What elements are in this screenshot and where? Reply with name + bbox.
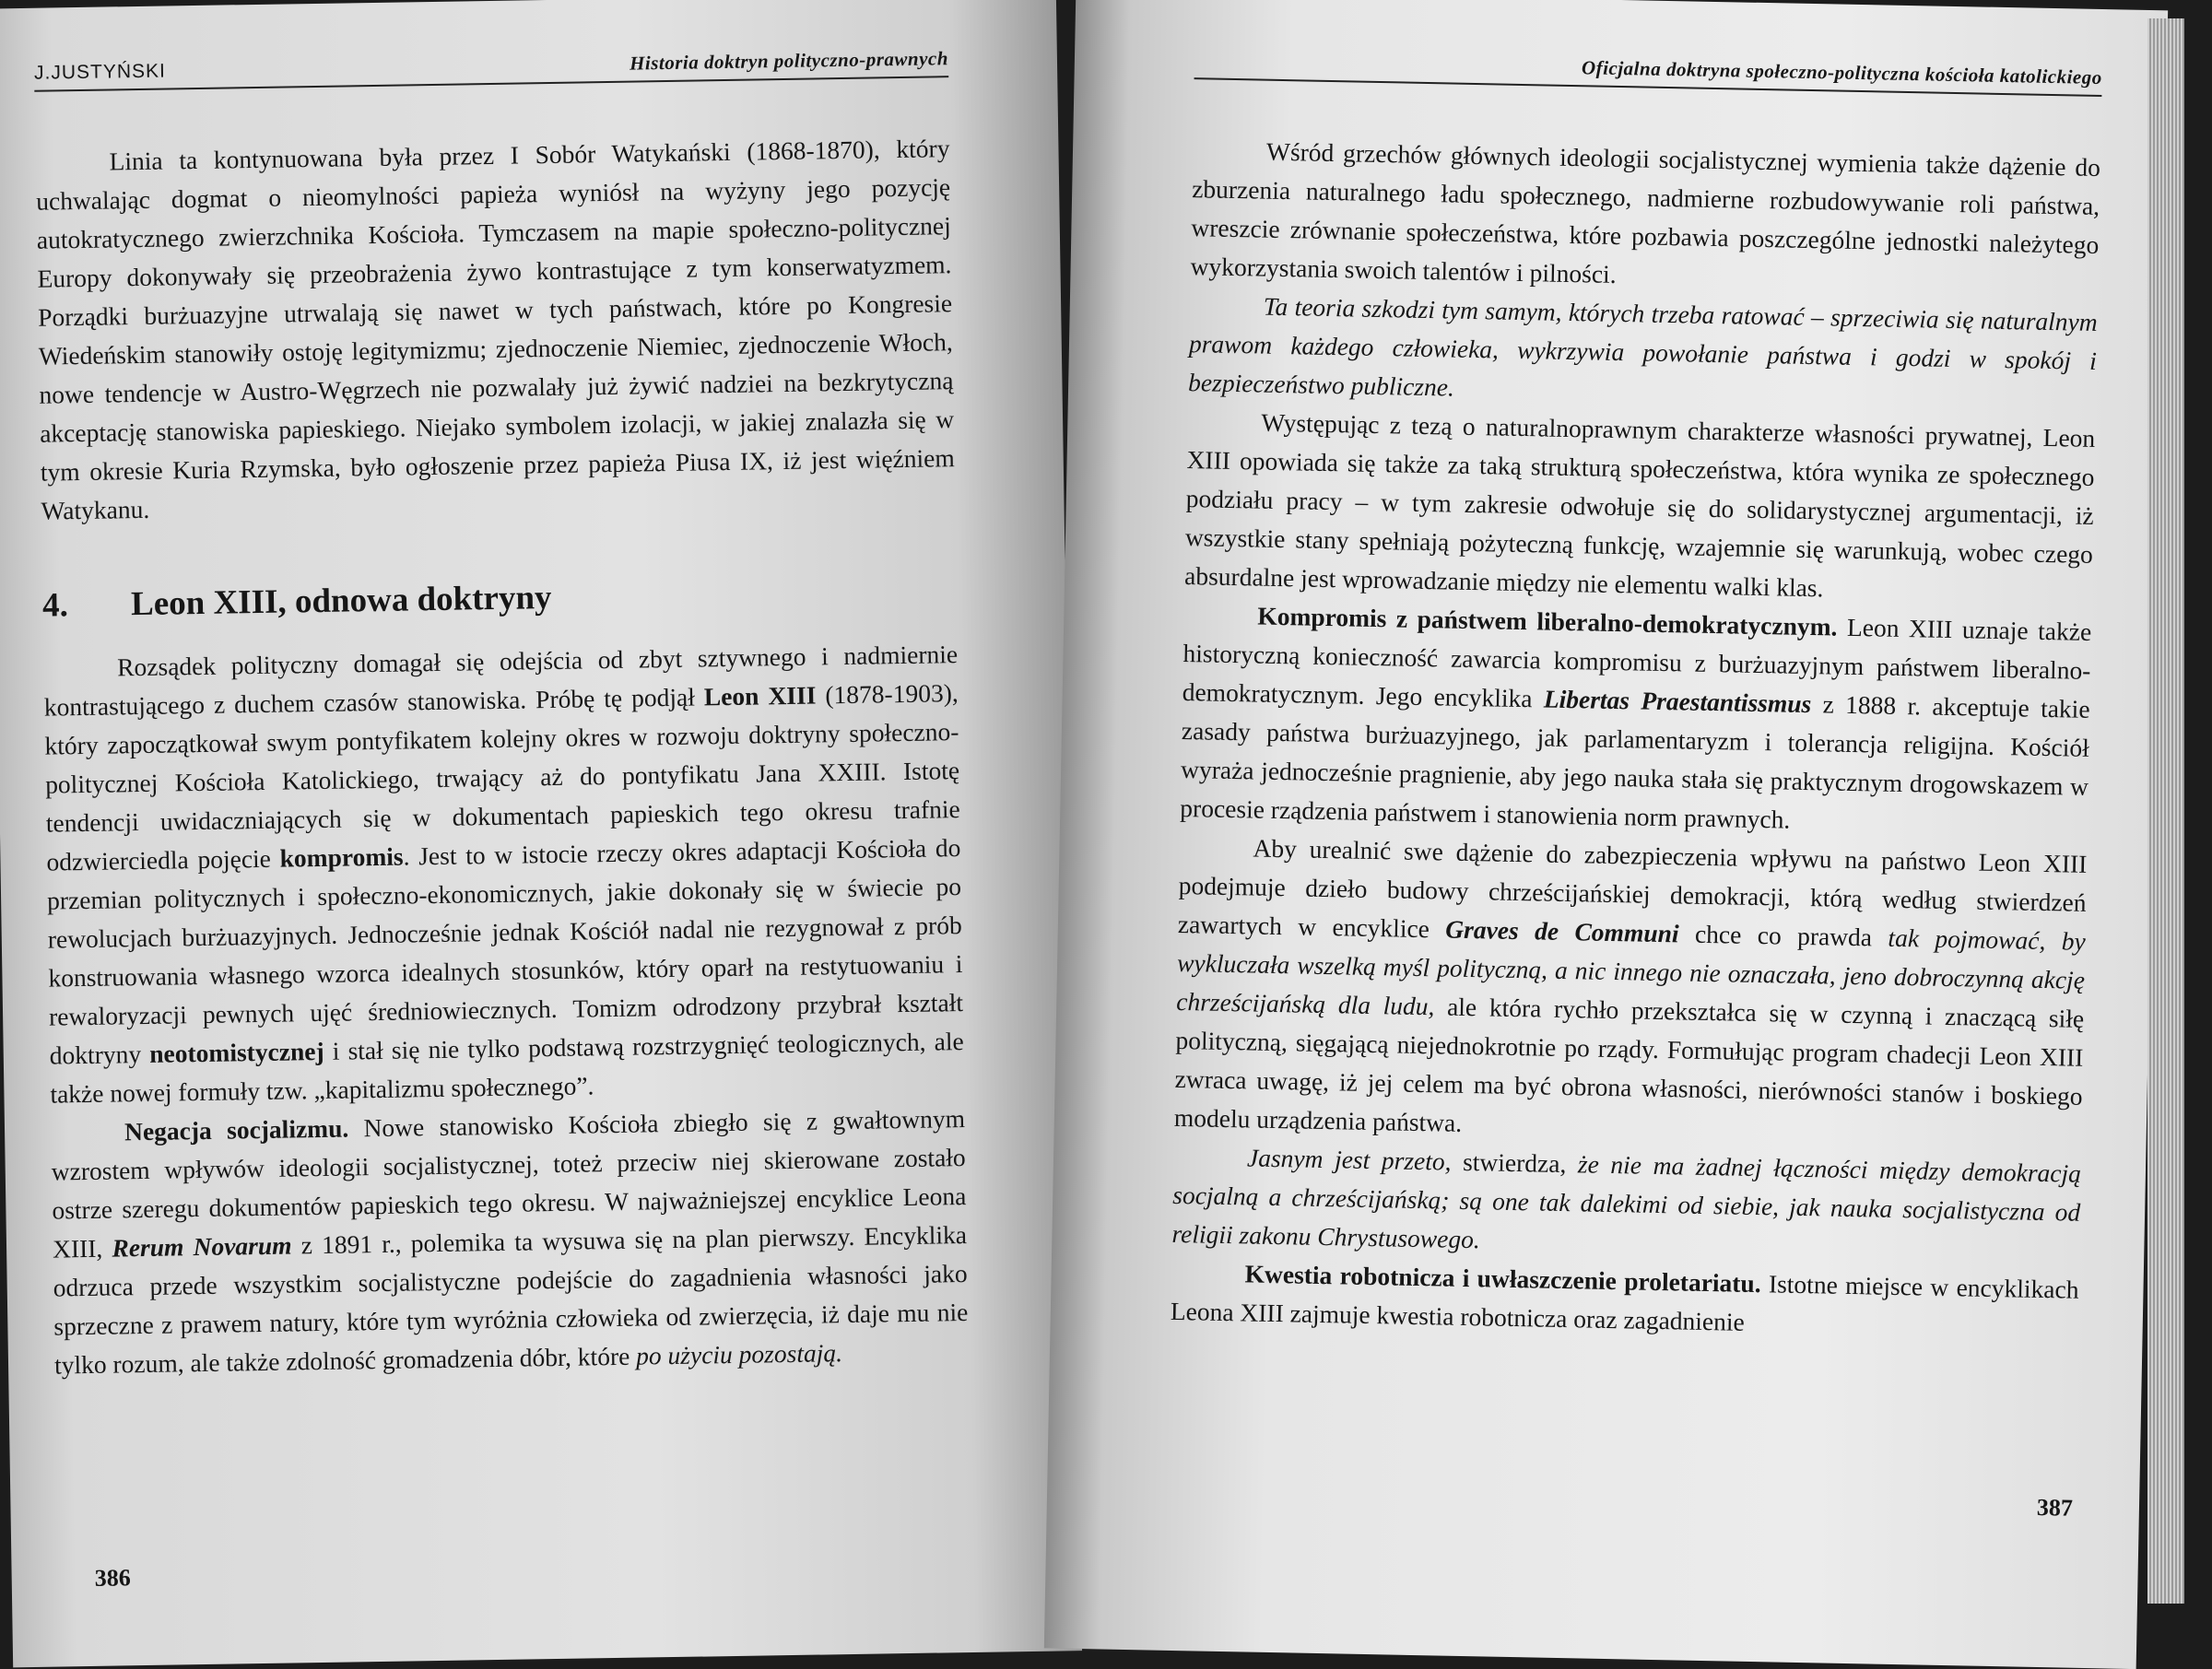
page-edges [2147,18,2184,1604]
encyclical-title: Libertas Praestantissmus [1543,684,1812,719]
quote-1: Ta teoria szkodzi tym samym, których trzeba ratować – sprzeciwia się naturalnym prawom każdego człowieka, wykrzywia powołanie państwa i godzi w spokój i bezpieczeństwo publiczne. [1187,291,2098,402]
paragraph-lead: Kwestia robotnicza i uwłaszczenie proletariatu. [1244,1259,1761,1299]
author-name: J.JUSTYŃSKI [33,60,167,84]
right-paragraph-5: Kwestia robotnicza i uwłaszczenie proletariatu. Istotne miejsce w encyklikach Leona XIII zajmuje kwestia robotnicza oraz zagadnienie [1170,1259,2079,1336]
paragraph-lead: Negacja socjalizmu. [124,1113,349,1146]
right-paragraph-1: Wśród grzechów głównych ideologii socjalistycznej wymienia także dążenie do zburzenia naturalnego ładu społecznego, nadmierne rozbudowywanie roli państwa, wreszcie zrównanie społeczeństwa, które pozbawia poszczególne jednostki należytego wykorzystania swoich talentów i pilności. [1190,136,2101,288]
encyclical-title: Graves de Communi [1445,914,1679,948]
right-paragraph-4: Aby urealnić swe dążenie do zabezpieczenia wpływu na państwo Leon XIII podejmuje dzieło budowy chrześcijańskiej demokracji, którą według stwierdzeń zawartych w encyklice Graves de Communi chce co prawda tak pojmować, by wykluczała wszelką myśl polityczną, a nic innego nie oznaczała, jeno dobroczynną akcję chrześcijańską dla ludu, ale która rychło przekształca się w czynną i znaczącą siłę polityczną, sięgającą niejednokrotnie po rządy. Formułując program chadecji Leon XIII zwraca uwagę, iż jej celem ma być obrona własności, nierówności stanów i boskiego modelu urządzenia państwa. [1173,833,2088,1137]
right-paragraph-2: Występując z tezą o naturalnoprawnym charakterze własności prywatnej, Leon XIII opowiada się także za taką strukturą społeczeństwa, która wynika ze społecznego podziału pracy – w tym zakresie odwołuje się do solidarystycznej argumentacji, iż wszystkie stany spełniają pożyteczną funkcję, wzajemnie się warunkują, wobec czego absurdalne jest wprowadzanie między nie elementu walki klas. [1183,407,2096,603]
emphasis-leon: Leon XIII [703,680,817,711]
page-number-left: 386 [94,1564,131,1592]
section-number: 4. [41,586,69,625]
left-running-head [34,47,948,92]
left-paragraph-2: Rozsądek polityczny domagał się odejścia od zbyt sztywnego i nadmiernie kontrastującego z duchem czasów stanowiska. Próbę tę podjął Leon XIII (1878-1903), który zapoczątkował swym pontyfikatem kolejny okres w rozwoju doktryny społeczno-politycznej Kościoła Katolickiego, trwający aż do pontyfikatu Jana XXIII. Istotę tendencji uwidaczniających się w dokumentach papieskich tego okresu trafnie odzwierciedla pojęcie kompromis. Jest to w istocie rzeczy okres adaptacji Kościoła do przemian politycznych i społeczno-ekonomicznych, jakie dokonały się w świecie po rewolucjach burżuazyjnych. Jednocześnie jednak Kościół nadal nie rezygnował z prób konstruowania własnego wzorca idealnych stosunków, który oparł na restytuowaniu i rewaloryzacji pewnych ujęć średniowiecznych. Tomizm odrodzony przybrał kształt doktryny neotomistycznej i stał się nie tylko podstawą rozstrzygnięć teologicznych, ale także nowej formuły tzw. „kapitalizmu społecznego”. [43,640,964,1109]
section-heading [42,571,958,626]
page-number-right: 387 [2036,1493,2074,1522]
emphasis-neotomistycznej: neotomistycznej [148,1036,324,1068]
left-paragraph-3: Negacja socjalizmu. Nowe stanowisko Kościoła zbiegło się z gwałtownym wzrostem wpływów ideologii socjalistycznej, toteż przeciw niej skierowane zostało ostrze szeregu dokumentów papieskich tego okresu. W najważniejszej encyklice Leona XIII, Rerum Novarum z 1891 r., polemika ta wysuwa się na plan pierwszy. Encyklika odrzuca przede wszystkim socjalistyczne podejście do zagadnienia własności jako sprzeczne z prawem natury, które tym wyróżnia człowieka od zwierzęcia, iż daje mu nie tylko rozum, ale także zdolność gromadzenia dóbr, które po użyciu pozostają. [51,1104,969,1380]
section-title: Leon XIII, odnowa doktryny [130,578,552,624]
right-page [1044,0,2168,1669]
right-running-head [1194,49,2102,97]
left-page [0,0,1082,1667]
left-paragraph-1: Linia ta kontynuowana była przez I Sobór Watykański (1868-1870), który uchwalając dogmat o nieomylności papieża wyniósł na wyżyny jego pozycję autokratycznego zwierzchnika Kościoła. Tymczasem na mapie społeczno-politycznej Europy dokonywały się przeobrażenia żywo kontrastujące z tym konserwatyzmem. Porządki burżuazyjne utrwalają się nawet w tych państwach, które po Kongresie Wiedeńskim stanowiły ostoję legitymizmu; zjednoczenie Niemiec, zjednoczenie Włoch, nowe tendencje w Austro-Węgrzech nie pozwalały już żywić nadziei na bezkrytyczną akceptację stanowiska papieskiego. Niejako symbolem izolacji, w jakiej znalazła się w tym okresie Kuria Rzymska, było ogłoszenie przez papieża Piusa IX, iż jest więźniem Watykanu. [35,134,955,525]
book-title: Historia doktryn polityczno-prawnych [629,47,949,75]
paragraph-lead: Kompromis z państwem liberalno-demokratycznym. [1257,601,1838,641]
encyclical-title: Rerum Novarum [112,1230,292,1263]
quote-2: Jasnym jest przeto, stwierdza, że nie ma żadnej łączności między demokracją socjalną a chrześcijańską; są one tak dalekimi od siebie, jak nauka socjalistyczna od religii zakonu Chrystusowego. [1171,1143,2082,1254]
chapter-title: Oficjalna doktryna społeczno-polityczna kościoła katolickiego [1581,56,2102,89]
emphasis-kompromis: kompromis [279,841,404,873]
right-paragraph-3: Kompromis z państwem liberalno-demokratycznym. Leon XIII uznaje także historyczną konieczność zawarcia kompromisu z burżuazyjnym państwem liberalno-demokratycznym. Jego encyklika Libertas Praestantissmus z 1888 r. akceptuje takie zasady państwa burżuazyjnego, jak parlamentaryzm i tolerancja religijna. Kościół wyraża jednocześnie pragnienie, aby jego nauka stała się praktycznym drogowskazem w procesie rządzenia państwem i stanowienia norm prawnych. [1180,601,2092,834]
